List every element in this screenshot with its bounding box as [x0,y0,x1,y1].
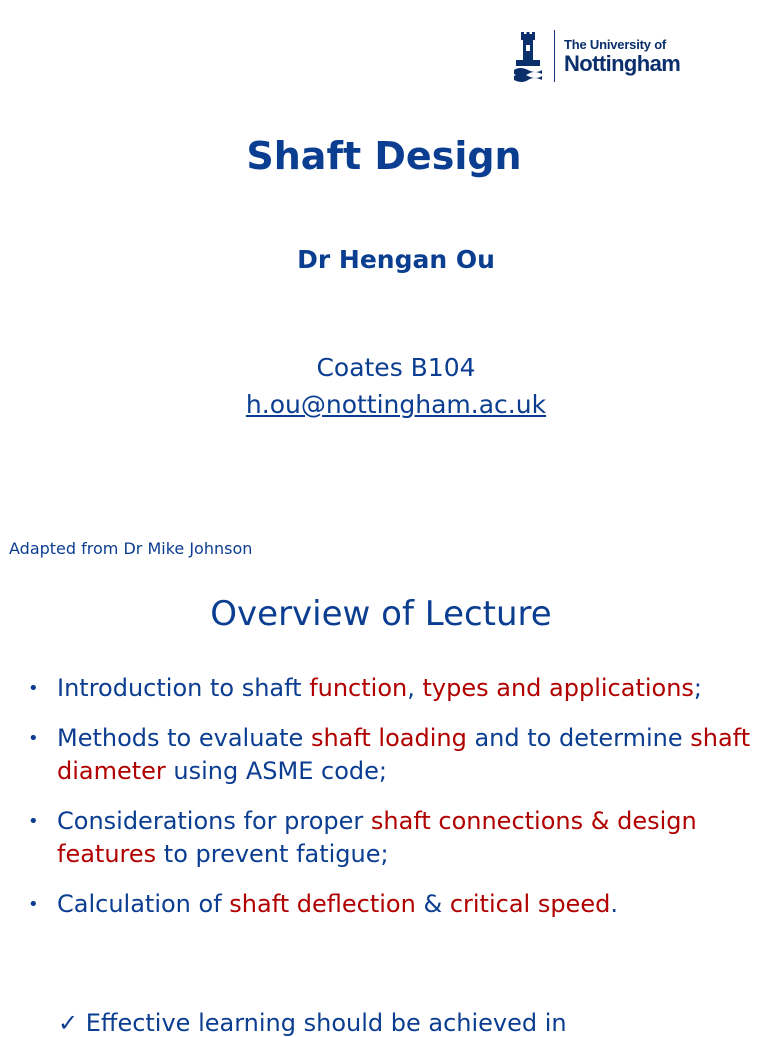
bullet-text: Considerations for proper [57,807,371,835]
highlighted-term: critical speed [449,890,611,918]
highlighted-term: shaft deflection [229,890,416,918]
highlighted-term: shaft loading [310,724,467,752]
cut-off-line: ✓ Effective learning should be achieved in [58,1009,567,1037]
bullet-text: to prevent fatigue; [156,840,389,868]
highlighted-term: function [309,674,408,702]
bullet-dot-icon: • [28,728,39,749]
highlighted-term: shaft connections & design features [57,807,697,868]
highlighted-term: types and applications [422,674,694,702]
bullet-text: and to determine [466,724,691,752]
bullet-dot-icon: • [28,678,39,699]
logo-line2: Nottingham [564,50,681,76]
email-block [0,390,768,419]
logo-line1: The University of [564,36,667,52]
adapted-credit: Adapted from Dr Mike Johnson [9,539,253,558]
office-location: Coates B104 [316,353,476,382]
bullet-text: ; [693,674,703,702]
bullet-text: , [407,674,423,702]
overview-bullet-3 [28,805,758,871]
overview-bullet-1 [28,672,758,705]
university-logo [512,28,682,84]
bullet-text: Introduction to shaft [57,674,310,702]
castle-crest-icon [512,30,544,82]
email-link[interactable]: h.ou@nottingham.ac.uk [245,390,547,419]
overview-heading: Overview of Lecture [210,594,552,634]
bullet-text: & [415,890,450,918]
bullet-text: . [610,890,618,918]
bullet-text: Calculation of [57,890,230,918]
highlighted-term: shaft diameter [57,724,751,785]
bullet-text: Methods to evaluate [57,724,311,752]
slide-title: Shaft Design [246,134,522,178]
overview-bullet-4 [28,888,758,921]
lecture-overview-list [28,672,758,938]
bullet-text: using ASME code; [165,757,387,785]
bullet-dot-icon: • [28,894,39,915]
logo-divider [554,30,555,82]
overview-bullet-2 [28,722,758,788]
author-name: Dr Hengan Ou [297,245,495,274]
logo-wordmark [564,38,680,75]
bullet-dot-icon: • [28,811,39,832]
